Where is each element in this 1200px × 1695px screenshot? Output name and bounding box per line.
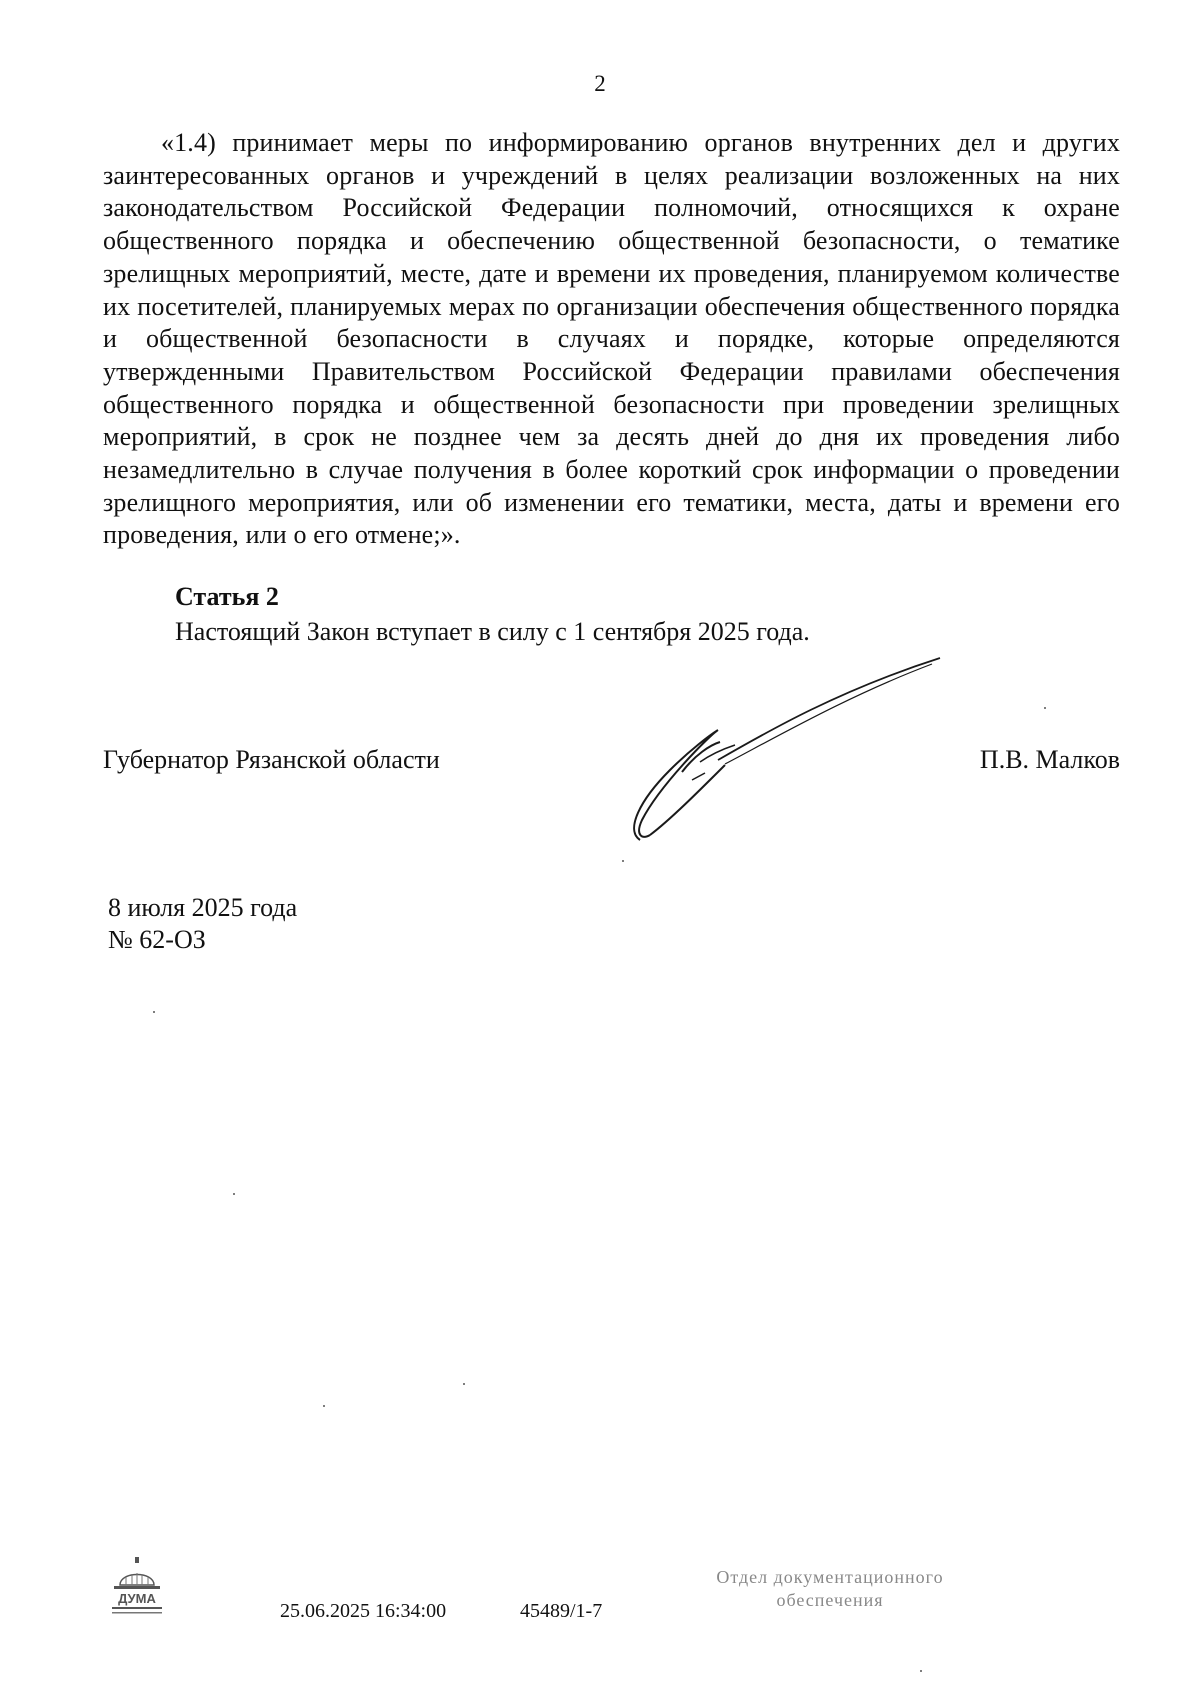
article-text: Настоящий Закон вступает в силу с 1 сентября 2025 года. — [175, 617, 810, 646]
scan-speck — [153, 1011, 155, 1013]
stamp-line-1: Отдел документационного — [716, 1567, 944, 1587]
footer-reg-number: 45489/1-7 — [520, 1600, 603, 1622]
scan-speck — [920, 1670, 922, 1672]
footer-timestamp: 25.06.2025 16:34:00 — [280, 1600, 447, 1622]
scan-speck — [622, 860, 624, 862]
signature-name: П.В. Малков — [979, 745, 1120, 774]
scan-speck — [463, 1383, 465, 1385]
scan-speck — [233, 1193, 235, 1195]
signature-icon — [600, 650, 960, 850]
law-number: № 62-ОЗ — [108, 925, 206, 954]
duma-logo-icon — [108, 1557, 166, 1617]
department-stamp — [660, 1566, 1000, 1612]
law-date: 8 июля 2025 года — [108, 893, 298, 922]
scan-speck — [1044, 707, 1046, 709]
signature-position: Губернатор Рязанской области — [103, 745, 440, 774]
body-paragraph: «1.4) принимает меры по информированию органов внутренних дел и других заинтересованных органов и учреждений в целях реализации возложенных на них законодательством Российской Федерации полномочий, относящихся к охране общественного порядка и обеспечению общественной безопасности, о тематике зрелищных мероприятий, месте, дате и времени их проведения, планируемом количестве их посетителей, планируемых мерах по организации обеспечения общественного порядка и общественной безопасности в случаях и порядке, которые определяются утвержденными Правительством Российской Федерации правилами обеспечения общественного порядка и общественной безопасности при проведении зрелищных мероприятий, в срок не позднее чем за десять дней до дня их проведения либо незамедлительно в случае получения в более короткий срок информации о проведении зрелищного мероприятия, или об изменении его тематики, места, даты и времени его проведения, или о его отмене;». — [103, 128, 1120, 550]
article-title: Статья 2 — [175, 582, 279, 611]
duma-logo-text: ДУМА — [118, 1591, 156, 1606]
scan-speck — [323, 1405, 325, 1407]
stamp-line-2: обеспечения — [776, 1590, 884, 1610]
page-number: 2 — [594, 71, 606, 96]
